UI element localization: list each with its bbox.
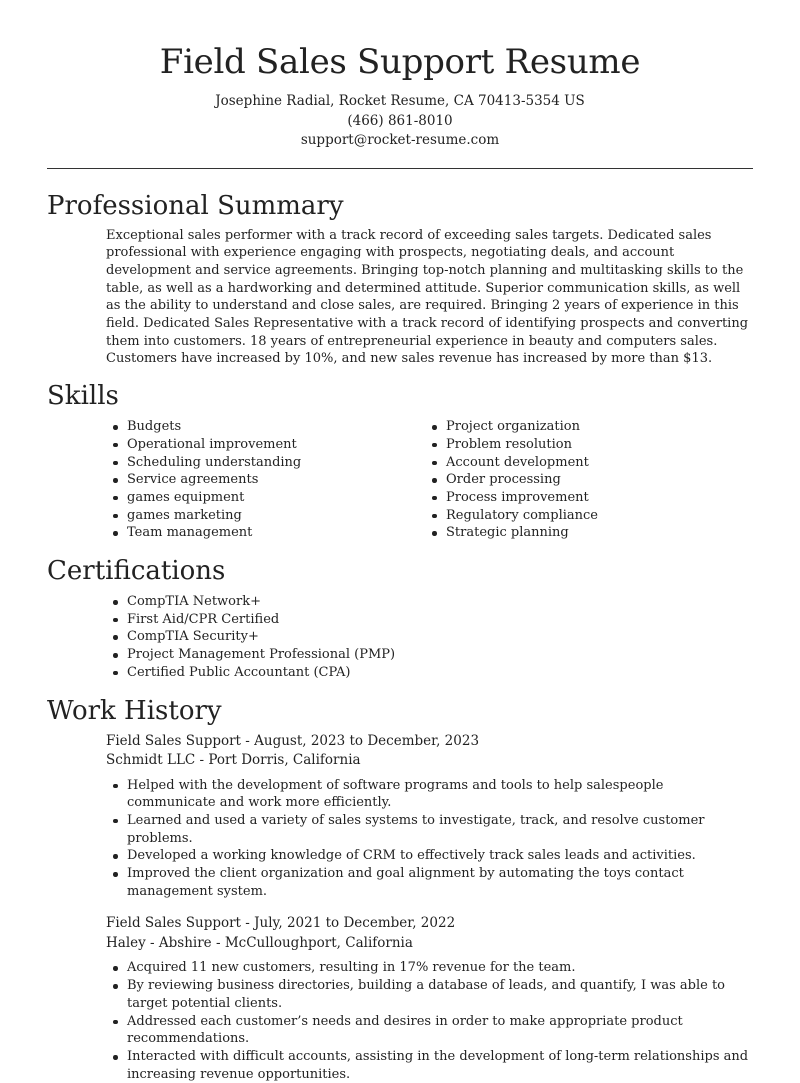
- job-bullet: Developed a working knowledge of CRM to effectively track sales leads and activities.: [106, 847, 753, 865]
- skill-item: Regulatory compliance: [425, 507, 744, 525]
- job-entry: [0, 732, 800, 901]
- certification-item: Project Management Professional (PMP): [106, 646, 800, 664]
- summary-section: [0, 189, 800, 369]
- skill-item: Account development: [425, 454, 744, 472]
- skill-item: games marketing: [106, 507, 425, 525]
- skill-item: Budgets: [106, 418, 425, 436]
- work-history-section: [0, 694, 800, 1083]
- certification-item: CompTIA Network+: [106, 593, 800, 611]
- skill-item: Problem resolution: [425, 436, 744, 454]
- skill-item: Service agreements: [106, 471, 425, 489]
- skill-item: games equipment: [106, 489, 425, 507]
- header-divider: [47, 168, 753, 169]
- skills-list-left: [106, 418, 425, 542]
- job-bullet: Acquired 11 new customers, resulting in 17% revenue for the team.: [106, 959, 753, 977]
- job-title-line: Field Sales Support - July, 2021 to December, 2022: [106, 915, 456, 932]
- job-bullet: By reviewing business directories, building a database of leads, and quantify, I was able to target potential clients.: [106, 977, 753, 1012]
- job-entry: [0, 914, 800, 1083]
- certification-item: Certified Public Accountant (CPA): [106, 664, 800, 682]
- certifications-section: [0, 554, 800, 682]
- contact-block: [0, 92, 800, 151]
- job-bullets: [106, 959, 753, 1083]
- job-bullet: Interacted with difficult accounts, assisting in the development of long-term relationships and increasing revenue opportunities.: [106, 1048, 753, 1083]
- work-history-heading: Work History: [47, 695, 222, 726]
- skill-item: Project organization: [425, 418, 744, 436]
- resume-header: [0, 0, 800, 151]
- job-company-line: Haley - Abshire - McCulloughport, California: [106, 934, 413, 951]
- skill-item: Process improvement: [425, 489, 744, 507]
- certification-item: CompTIA Security+: [106, 628, 800, 646]
- job-bullet: Improved the client organization and goal alignment by automating the toys contact management system.: [106, 865, 753, 900]
- summary-heading: Professional Summary: [47, 190, 344, 221]
- skill-item: Team management: [106, 524, 425, 542]
- job-bullet: Learned and used a variety of sales systems to investigate, track, and resolve customer problems.: [106, 812, 753, 847]
- certification-item: First Aid/CPR Certified: [106, 611, 800, 629]
- certifications-heading: Certifications: [47, 556, 226, 587]
- job-bullet: Addressed each customer’s needs and desires in order to make appropriate product recommendations.: [106, 1013, 753, 1048]
- contact-email: support@rocket-resume.com: [300, 132, 500, 148]
- job-company-line: Schmidt LLC - Port Dorris, California: [106, 752, 361, 769]
- contact-address: Josephine Radial, Rocket Resume, CA 70413-5354 US: [215, 93, 585, 109]
- skill-item: Operational improvement: [106, 436, 425, 454]
- skill-item: Order processing: [425, 471, 744, 489]
- skill-item: Strategic planning: [425, 524, 744, 542]
- skills-columns: [106, 418, 800, 542]
- certifications-list: [106, 593, 800, 682]
- skills-section: [0, 379, 800, 542]
- job-title-line: Field Sales Support - August, 2023 to December, 2023: [106, 732, 480, 749]
- resume-title: Field Sales Support Resume: [159, 42, 641, 82]
- skill-item: Scheduling understanding: [106, 454, 425, 472]
- job-bullets: [106, 777, 753, 901]
- skills-heading: Skills: [47, 381, 119, 412]
- contact-phone: (466) 861-8010: [347, 112, 453, 129]
- summary-text: Exceptional sales performer with a track record of exceeding sales targets. Dedicated sales professional with experience engaging with prospects, negotiating deals, and account development and service agreements. Bringing top-notch planning and multitasking skills to the table, as well as a hardworking and determined attitude. Superior communication skills, as well as the ability to understand and close sales, are required. Bringing 2 years of experience in this field. Dedicated Sales Representative with a track record of identifying prospects and converting them into customers. 18 years of entrepreneurial experience in beauty and computers sales. Customers have increased by 10%, and new sales revenue has increased by more than $13.: [106, 227, 749, 367]
- job-bullet: Helped with the development of software programs and tools to help salespeople communicate and work more efficiently.: [106, 777, 753, 812]
- skills-list-right: [425, 418, 744, 542]
